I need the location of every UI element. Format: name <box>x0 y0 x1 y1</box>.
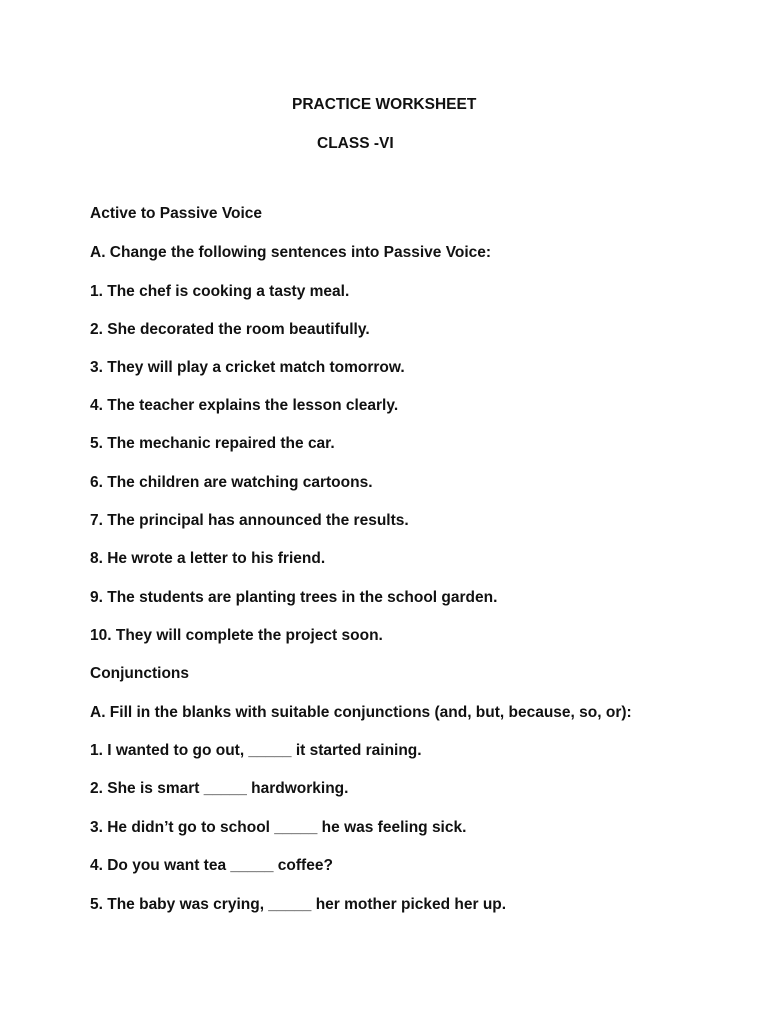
worksheet-title: PRACTICE WORKSHEET <box>292 96 477 113</box>
passive-item: 5. The mechanic repaired the car. <box>90 435 335 452</box>
conjunctions-instruction: A. Fill in the blanks with suitable conjunctions (and, but, because, so, or): <box>90 704 632 721</box>
passive-section-heading: Active to Passive Voice <box>90 205 263 222</box>
passive-item: 1. The chef is cooking a tasty meal. <box>90 283 350 300</box>
class-label: CLASS -VI <box>317 135 394 152</box>
passive-item: 8. He wrote a letter to his friend. <box>90 550 326 567</box>
passive-item: 2. She decorated the room beautifully. <box>90 321 370 338</box>
passive-item: 9. The students are planting trees in the school garden. <box>90 589 498 606</box>
passive-item: 4. The teacher explains the lesson clearly. <box>90 397 399 414</box>
passive-instruction: A. Change the following sentences into Passive Voice: <box>90 244 492 261</box>
conjunction-item: 4. Do you want tea _____ coffee? <box>90 857 333 874</box>
conjunction-item: 2. She is smart _____ hardworking. <box>90 780 349 797</box>
passive-item: 10. They will complete the project soon. <box>90 627 383 644</box>
conjunction-item: 5. The baby was crying, _____ her mother picked her up. <box>90 896 507 913</box>
passive-item: 7. The principal has announced the results. <box>90 512 409 529</box>
conjunction-item: 1. I wanted to go out, _____ it started raining. <box>90 742 422 759</box>
passive-item: 6. The children are watching cartoons. <box>90 474 373 491</box>
conjunctions-section-heading: Conjunctions <box>90 665 190 682</box>
conjunction-item: 3. He didn’t go to school _____ he was feeling sick. <box>90 819 467 836</box>
passive-item: 3. They will play a cricket match tomorrow. <box>90 359 405 376</box>
